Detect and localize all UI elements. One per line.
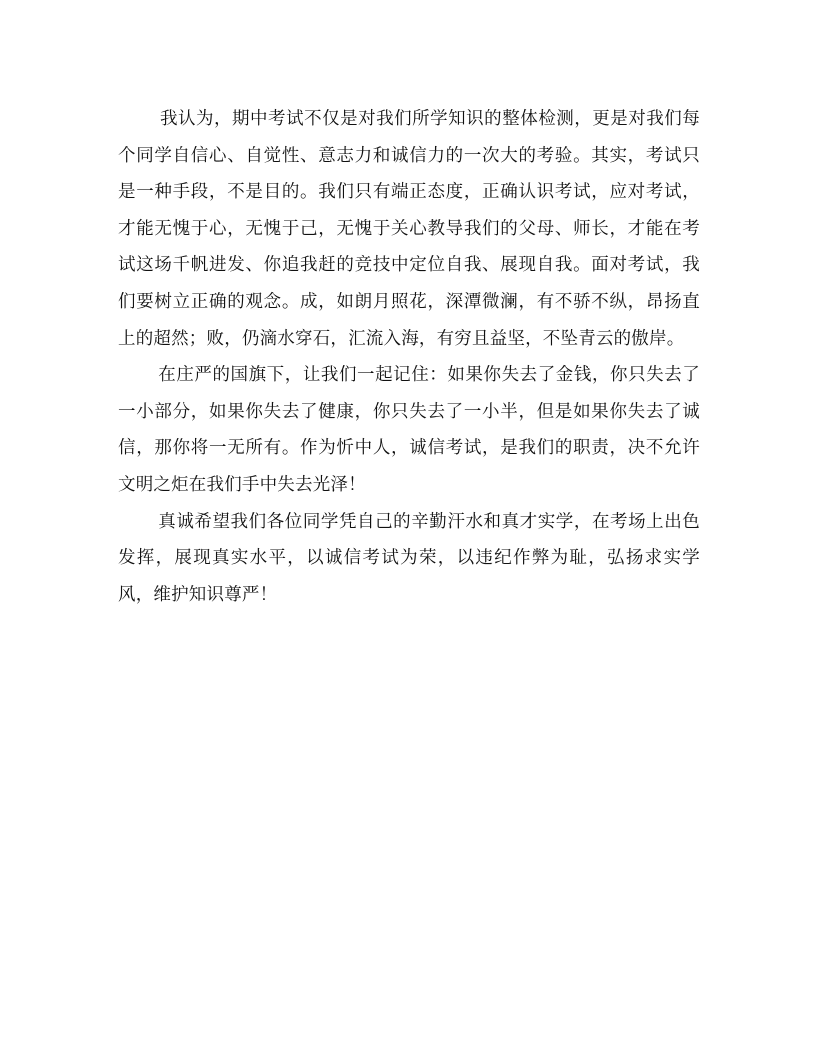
paragraph-3: 真诚希望我们各位同学凭自己的辛勤汗水和真才实学，在考场上出色发挥，展现真实水平，以诚信考试为荣，以违纪作弊为耻，弘扬求实学风，维护知识尊严！ [118,511,700,605]
document-body [118,101,700,613]
paragraph-2: 在庄严的国旗下，让我们一起记住：如果你失去了金钱，你只失去了一小部分，如果你失去了健康，你只失去了一小半，但是如果你失去了诚信，那你将一无所有。作为忻中人，诚信考试，是我们的职责，决不允许文明之炬在我们手中失去光泽！ [118,365,700,495]
paragraph-1: 我认为，期中考试不仅是对我们所学知识的整体检测，更是对我们每个同学自信心、自觉性、意志力和诚信力的一次大的考验。其实，考试只是一种手段，不是目的。我们只有端正态度，正确认识考试，应对考试，才能无愧于心，无愧于己，无愧于关心教导我们的父母、师长，才能在考试这场千帆进发、你追我赶的竞技中定位自我、展现自我。面对考试，我们要树立正确的观念。成，如朗月照花，深潭微澜，有不骄不纵，昂扬直上的超然；败，仍滴水穿石，汇流入海，有穷且益坚，不坠青云的傲岸。 [118,109,700,349]
